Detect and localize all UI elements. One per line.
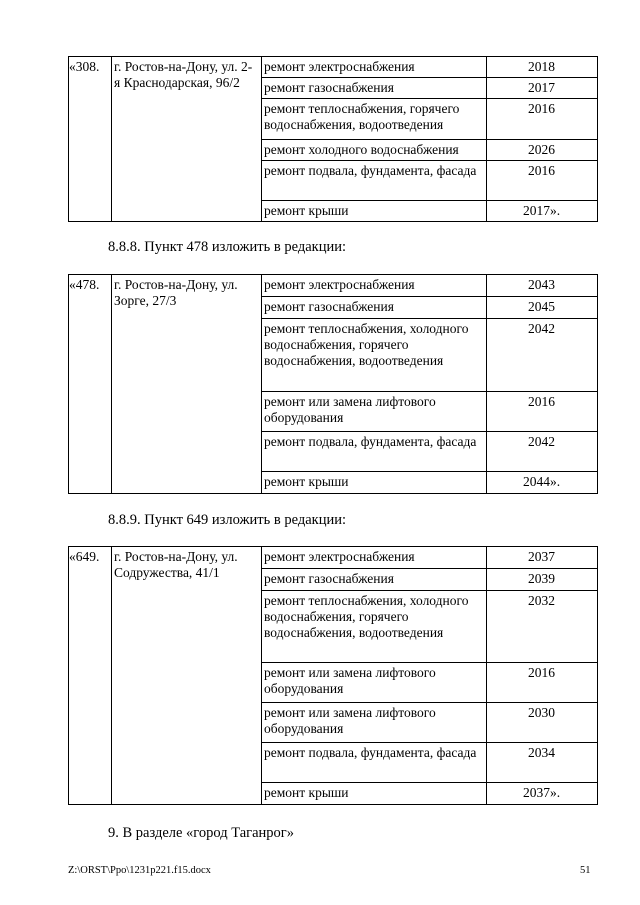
work-cell: ремонт или замена лифтового оборудования	[262, 392, 487, 432]
work-cell: ремонт подвала, фундамента, фасада	[262, 743, 487, 783]
work-cell: ремонт подвала, фундамента, фасада	[262, 432, 487, 472]
year-cell: 2032	[487, 591, 598, 663]
table-item-478	[68, 274, 598, 494]
item-number: «649.	[69, 547, 112, 805]
work-cell: ремонт крыши	[262, 783, 487, 805]
year-cell: 2043	[487, 275, 598, 297]
item-number: «308.	[69, 57, 112, 222]
year-cell: 2026	[487, 140, 598, 161]
work-cell: ремонт теплоснабжения, холодного водоснабжения, горячего водоснабжения, водоотведения	[262, 319, 487, 392]
section-heading: 9. В разделе «город Таганрог»	[108, 825, 295, 841]
work-cell: ремонт крыши	[262, 472, 487, 494]
year-cell: 2039	[487, 569, 598, 591]
year-cell: 2042	[487, 319, 598, 392]
work-cell: ремонт или замена лифтового оборудования	[262, 703, 487, 743]
work-cell: ремонт подвала, фундамента, фасада	[262, 161, 487, 201]
work-cell: ремонт электроснабжения	[262, 275, 487, 297]
year-cell: 2034	[487, 743, 598, 783]
work-cell: ремонт крыши	[262, 201, 487, 222]
year-cell: 2016	[487, 663, 598, 703]
item-address: г. Ростов-на-Дону, ул. 2-я Краснодарская, 96/2	[112, 57, 262, 222]
work-cell: ремонт электроснабжения	[262, 547, 487, 569]
section-heading: 8.8.9. Пункт 649 изложить в редакции:	[108, 512, 347, 528]
year-cell: 2016	[487, 392, 598, 432]
year-cell: 2037	[487, 547, 598, 569]
year-cell: 2045	[487, 297, 598, 319]
year-cell: 2037».	[487, 783, 598, 805]
page-number: 51	[580, 865, 591, 876]
table-item-308	[68, 56, 598, 222]
work-cell: ремонт газоснабжения	[262, 297, 487, 319]
section-heading: 8.8.8. Пункт 478 изложить в редакции:	[108, 239, 347, 255]
item-address: г. Ростов-на-Дону, ул. Зорге, 27/3	[112, 275, 262, 494]
year-cell: 2042	[487, 432, 598, 472]
year-cell: 2017	[487, 78, 598, 99]
table-item-649	[68, 546, 598, 805]
work-cell: ремонт теплоснабжения, горячего водоснабжения, водоотведения	[262, 99, 487, 140]
work-cell: ремонт электроснабжения	[262, 57, 487, 78]
year-cell: 2018	[487, 57, 598, 78]
year-cell: 2030	[487, 703, 598, 743]
year-cell: 2016	[487, 161, 598, 201]
work-cell: ремонт холодного водоснабжения	[262, 140, 487, 161]
work-cell: ремонт или замена лифтового оборудования	[262, 663, 487, 703]
work-cell: ремонт теплоснабжения, холодного водоснабжения, горячего водоснабжения, водоотведения	[262, 591, 487, 663]
footer-file-path: Z:\ORST\Ppo\1231p221.f15.docx	[68, 865, 211, 876]
item-number: «478.	[69, 275, 112, 494]
year-cell: 2016	[487, 99, 598, 140]
year-cell: 2017».	[487, 201, 598, 222]
year-cell: 2044».	[487, 472, 598, 494]
work-cell: ремонт газоснабжения	[262, 569, 487, 591]
work-cell: ремонт газоснабжения	[262, 78, 487, 99]
item-address: г. Ростов-на-Дону, ул. Содружества, 41/1	[112, 547, 262, 805]
